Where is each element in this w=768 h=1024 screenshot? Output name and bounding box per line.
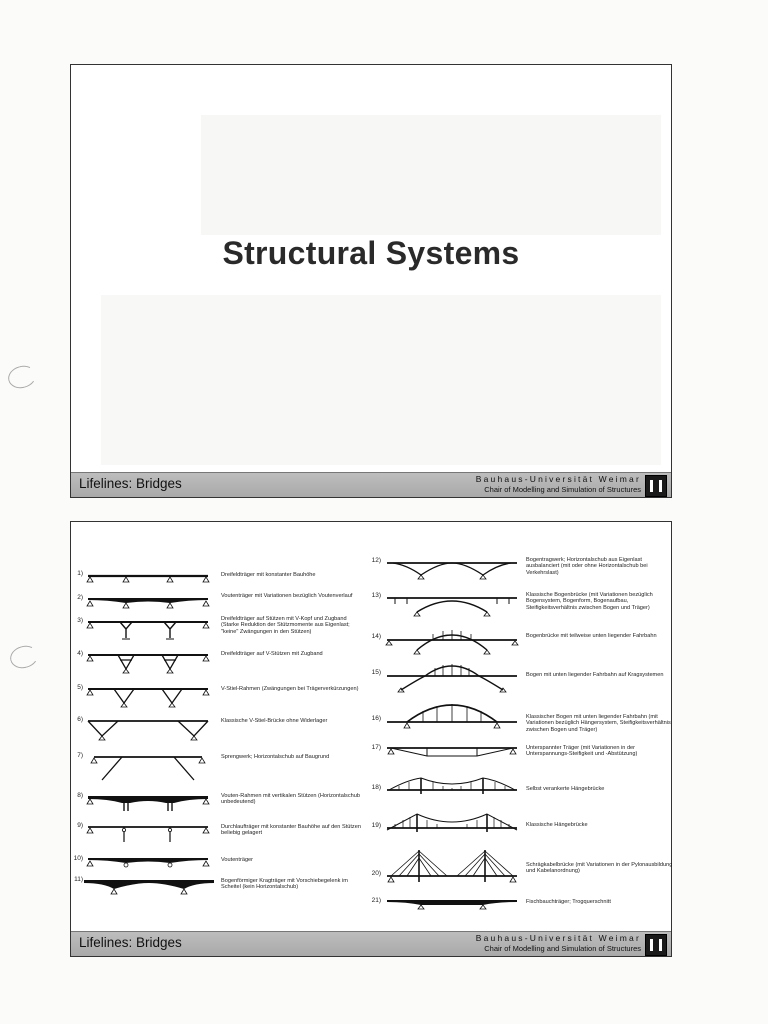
item-description: Bogentragwerk; Horizontalschub aus Eigenlast ausbalanciert (mit oder ohne Horizontalschub bei Verkehrslast) <box>526 557 648 576</box>
item-description: V-Stiel-Rahmen (Zwängungen bei Trägerverkürzungen) <box>221 686 359 692</box>
footer-chair: Chair of Modelling and Simulation of Structures <box>484 485 641 494</box>
system-diagram-11 <box>84 877 214 895</box>
item-description: Vouten-Rahmen mit vertikalen Stützen (Horizontalschub unbedeutend) <box>221 793 360 806</box>
item-description: Dreifeldträger auf Stützen mit V-Kopf und Zugband (Starke Reduktion der Stützmomente aus Eigenlast; "keine" Zwängungen in den Stützen) <box>221 616 350 635</box>
slide-footer <box>71 931 671 956</box>
item-number: 9) <box>77 822 83 829</box>
item-number: 19) <box>371 822 381 829</box>
slide-title: Structural Systems <box>222 235 520 271</box>
item-description: Schrägkabelbrücke (mit Variationen in der Pylonausbildung und Kabelanordnung) <box>526 862 673 875</box>
system-diagram-15 <box>387 662 517 692</box>
system-diagram-2 <box>88 595 208 609</box>
system-diagram-17 <box>387 744 517 762</box>
item-description: Fischbauchträger; Trogquerschnitt <box>526 899 611 905</box>
item-number: 10) <box>73 855 83 862</box>
system-diagram-3 <box>88 618 208 642</box>
item-description: Voutenträger <box>221 857 254 863</box>
system-diagram-18 <box>387 776 517 798</box>
university-logo-icon <box>645 934 667 956</box>
background-photo-ghost <box>101 295 661 465</box>
item-description: Dreifeldträger mit konstanter Bauhöhe <box>221 572 316 578</box>
item-number: 13) <box>371 592 381 599</box>
item-number: 6) <box>77 716 83 723</box>
item-description: Voutenträger mit Variationen bezüglich Voutenverlauf <box>221 593 353 599</box>
system-diagram-16 <box>387 702 517 730</box>
item-number: 3) <box>77 617 83 624</box>
item-description: Selbst verankerte Hängebrücke <box>526 786 605 792</box>
university-logo-icon <box>645 475 667 497</box>
system-diagram-13 <box>387 594 517 616</box>
item-number: 14) <box>371 633 381 640</box>
item-description: Dreifeldträger auf V-Stützen mit Zugband <box>221 651 323 657</box>
item-number: 20) <box>371 870 381 877</box>
title-slide <box>70 64 672 498</box>
punch-hole-mark <box>8 643 41 671</box>
system-diagram-9 <box>88 824 208 846</box>
item-description: Klassische Bogenbrücke (mit Variationen bezüglich Bogensystem, Bogenform, Bogenaufbau, Steifigkeitsverhältnis zwischen Bogen und Träger) <box>526 592 653 611</box>
item-description: Bogen mit unten liegender Fahrbahn auf Kragsystemen <box>526 672 664 678</box>
item-description: Durchlaufträger mit konstanter Bauhöhe auf den Stützen beliebig gelagert <box>221 824 361 837</box>
item-number: 12) <box>371 557 381 564</box>
item-description: Klassische V-Stiel-Brücke ohne Widerlager <box>221 718 328 724</box>
system-diagram-10 <box>88 856 208 870</box>
item-number: 15) <box>371 669 381 676</box>
item-number: 8) <box>77 792 83 799</box>
system-diagram-8 <box>88 794 208 814</box>
footer-course-title: Lifelines: Bridges <box>79 476 182 491</box>
background-photo-ghost <box>201 115 661 235</box>
item-description: Bogenförmiger Kragträger mit Vorschiebegelenk im Scheitel (kein Horizontalschub) <box>221 878 348 891</box>
item-number: 16) <box>371 715 381 722</box>
system-diagram-19 <box>387 812 517 836</box>
system-diagram-4 <box>88 651 208 673</box>
system-diagram-5 <box>88 685 208 707</box>
item-number: 2) <box>77 594 83 601</box>
system-diagram-14 <box>387 628 517 654</box>
item-number: 11) <box>74 876 83 883</box>
system-diagram-1 <box>88 572 208 586</box>
item-description: Unterspannter Träger (mit Variationen in der Unterspannungs-Steifigkeit und -Abstützung) <box>526 745 638 758</box>
system-diagram-21 <box>387 896 517 910</box>
item-description: Klassische Hängebrücke <box>526 822 588 828</box>
system-diagram-12 <box>387 559 517 579</box>
system-diagram-20 <box>387 848 517 884</box>
item-number: 4) <box>77 650 83 657</box>
footer-course-title: Lifelines: Bridges <box>79 935 182 950</box>
item-description: Sprengwerk; Horizontalschub auf Baugrund <box>221 754 330 760</box>
footer-university: Bauhaus-Universität Weimar <box>475 474 641 484</box>
system-diagram-7 <box>88 754 208 784</box>
punch-hole-mark <box>6 363 39 391</box>
footer-chair: Chair of Modelling and Simulation of Structures <box>484 944 641 953</box>
item-description: Klassischer Bogen mit unten liegender Fahrbahn (mit Variationen bezüglich Hängersystem, Steifigkeitsverhältnis zwischen Bogen und Träger) <box>526 714 671 733</box>
item-number: 1) <box>77 570 83 577</box>
system-diagram-6 <box>88 718 208 742</box>
item-description: Bogenbrücke mit teilweise unten liegender Fahrbahn <box>526 633 657 639</box>
footer-university: Bauhaus-Universität Weimar <box>475 933 641 943</box>
structural-systems-slide <box>70 521 672 957</box>
slide-footer <box>71 472 671 497</box>
item-number: 21) <box>371 897 381 904</box>
item-number: 5) <box>77 684 83 691</box>
item-number: 7) <box>77 752 83 759</box>
item-number: 18) <box>371 784 381 791</box>
item-number: 17) <box>371 744 381 751</box>
